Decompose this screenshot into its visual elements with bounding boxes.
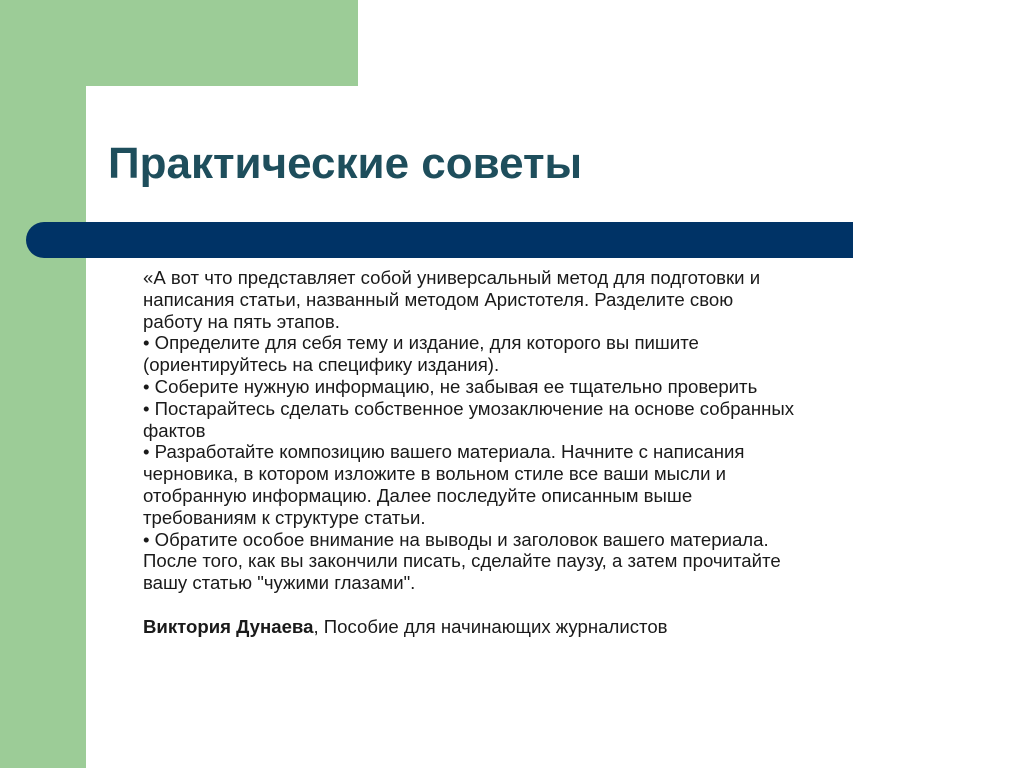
body-line: вашу статью "чужими глазами". <box>143 572 416 594</box>
bullet-line: • Постарайтесь сделать собственное умозаключение на основе собранных <box>143 397 795 419</box>
slide-body <box>143 267 983 638</box>
body-line: «А вот что представляет собой универсальный метод для подготовки и <box>143 267 761 288</box>
body-line: После того, как вы закончили писать, сделайте паузу, а затем прочитайте <box>143 550 781 572</box>
rounded-corner-decoration <box>86 86 146 146</box>
bullet-line: • Разработайте композицию вашего материала. Начните с написания <box>143 441 745 463</box>
body-line: фактов <box>143 419 206 441</box>
slide-title: Практические советы <box>108 139 583 188</box>
bullet-line: • Соберите нужную информацию, не забывая ее тщательно проверить <box>143 375 758 397</box>
body-line: написания статьи, названный методом Аристотеля. Разделите свою <box>143 288 734 310</box>
body-line: работу на пять этапов. <box>143 310 340 332</box>
body-line: (ориентируйтесь на специфику издания). <box>143 354 500 376</box>
bullet-line: • Определите для себя тему и издание, для которого вы пишите <box>143 332 699 354</box>
bullet-line: • Обратите особое внимание на выводы и заголовок вашего материала. <box>143 528 769 550</box>
title-underline-bar <box>26 222 853 258</box>
attribution <box>143 616 983 638</box>
attribution-author: Виктория Дунаева <box>143 615 314 637</box>
green-sidebar-decoration <box>0 0 86 768</box>
body-line: черновика, в котором изложите в вольном стиле все ваши мысли и <box>143 463 727 485</box>
attribution-source: , Пособие для начинающих журналистов <box>313 615 668 637</box>
body-line: требованиям к структуре статьи. <box>143 506 426 528</box>
green-top-decoration <box>0 0 358 86</box>
body-line: отобранную информацию. Далее последуйте описанным выше <box>143 484 693 506</box>
